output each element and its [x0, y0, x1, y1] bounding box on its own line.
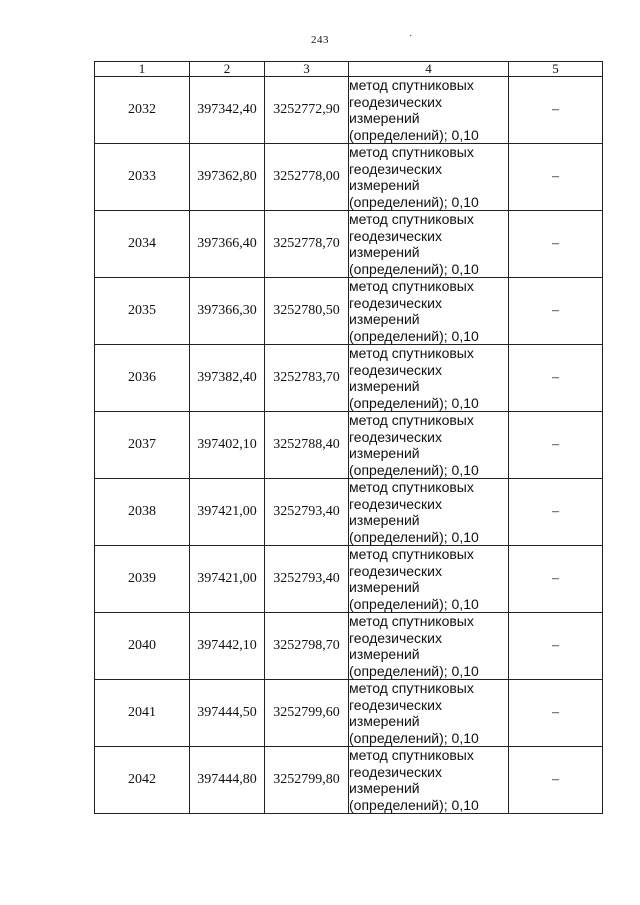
method-line: (определений); 0,10 [349, 729, 479, 746]
note-cell: – [509, 412, 603, 479]
y-coordinate-cell: 3252793,40 [265, 546, 349, 613]
method-line: геодезических [349, 93, 442, 110]
point-number-cell: 2037 [95, 412, 190, 479]
table-row [95, 144, 603, 211]
page-number: 243 [311, 34, 329, 46]
method-line: метод спутниковых [349, 278, 474, 294]
method-line: (определений); 0,10 [349, 327, 479, 344]
table-row [95, 546, 603, 613]
method-line: измерений [349, 646, 420, 662]
method-line: метод спутниковых [349, 144, 474, 160]
header-col-2: 2 [190, 62, 265, 77]
note-cell: – [509, 747, 603, 814]
y-coordinate-cell: 3252799,80 [265, 747, 349, 814]
method-cell [349, 278, 509, 345]
method-line: метод спутниковых [349, 479, 474, 495]
method-line: геодезических [349, 629, 442, 646]
method-line: (определений); 0,10 [349, 394, 479, 411]
x-coordinate-cell: 397442,10 [190, 613, 265, 680]
method-cell [349, 77, 509, 144]
header-col-5: 5 [509, 62, 603, 77]
method-line: (определений); 0,10 [349, 193, 479, 210]
method-line: геодезических [349, 227, 442, 244]
y-coordinate-cell: 3252788,40 [265, 412, 349, 479]
method-line: метод спутниковых [349, 345, 474, 361]
point-number-cell: 2033 [95, 144, 190, 211]
page-dot-mark: · [409, 31, 413, 42]
method-line: геодезических [349, 763, 442, 780]
method-line: метод спутниковых [349, 680, 474, 696]
note-cell: – [509, 546, 603, 613]
point-number-cell: 2038 [95, 479, 190, 546]
table-row [95, 77, 603, 144]
x-coordinate-cell: 397444,50 [190, 680, 265, 747]
method-line: (определений); 0,10 [349, 595, 479, 612]
method-line: (определений); 0,10 [349, 796, 479, 813]
method-line: геодезических [349, 495, 442, 512]
table-row [95, 278, 603, 345]
method-line: геодезических [349, 160, 442, 177]
method-line: метод спутниковых [349, 546, 474, 562]
method-cell [349, 345, 509, 412]
method-cell [349, 613, 509, 680]
y-coordinate-cell: 3252780,50 [265, 278, 349, 345]
method-cell [349, 680, 509, 747]
y-coordinate-cell: 3252793,40 [265, 479, 349, 546]
method-cell [349, 412, 509, 479]
table-row [95, 680, 603, 747]
method-line: измерений [349, 244, 420, 260]
method-line: геодезических [349, 428, 442, 445]
point-number-cell: 2036 [95, 345, 190, 412]
header-col-4: 4 [349, 62, 509, 77]
table-body [95, 77, 603, 814]
point-number-cell: 2034 [95, 211, 190, 278]
note-cell: – [509, 77, 603, 144]
x-coordinate-cell: 397382,40 [190, 345, 265, 412]
method-line: измерений [349, 780, 420, 796]
method-line: (определений); 0,10 [349, 461, 479, 478]
method-line: метод спутниковых [349, 747, 474, 763]
method-cell [349, 144, 509, 211]
method-line: измерений [349, 445, 420, 461]
note-cell: – [509, 479, 603, 546]
table-row [95, 412, 603, 479]
table-row [95, 211, 603, 278]
method-line: (определений); 0,10 [349, 528, 479, 545]
y-coordinate-cell: 3252772,90 [265, 77, 349, 144]
header-col-1: 1 [95, 62, 190, 77]
method-cell [349, 747, 509, 814]
point-number-cell: 2035 [95, 278, 190, 345]
method-line: измерений [349, 512, 420, 528]
point-number-cell: 2032 [95, 77, 190, 144]
x-coordinate-cell: 397402,10 [190, 412, 265, 479]
method-line: геодезических [349, 562, 442, 579]
note-cell: – [509, 345, 603, 412]
table-row [95, 479, 603, 546]
method-line: метод спутниковых [349, 77, 474, 93]
method-line: измерений [349, 713, 420, 729]
method-line: измерений [349, 110, 420, 126]
method-line: (определений); 0,10 [349, 126, 479, 143]
point-number-cell: 2041 [95, 680, 190, 747]
note-cell: – [509, 680, 603, 747]
method-line: (определений); 0,10 [349, 260, 479, 277]
y-coordinate-cell: 3252778,00 [265, 144, 349, 211]
x-coordinate-cell: 397342,40 [190, 77, 265, 144]
table-row [95, 747, 603, 814]
header-col-3: 3 [265, 62, 349, 77]
x-coordinate-cell: 397421,00 [190, 546, 265, 613]
method-line: (определений); 0,10 [349, 662, 479, 679]
method-line: измерений [349, 579, 420, 595]
point-number-cell: 2042 [95, 747, 190, 814]
x-coordinate-cell: 397444,80 [190, 747, 265, 814]
note-cell: – [509, 613, 603, 680]
x-coordinate-cell: 397366,30 [190, 278, 265, 345]
note-cell: – [509, 211, 603, 278]
y-coordinate-cell: 3252798,70 [265, 613, 349, 680]
method-line: измерений [349, 378, 420, 394]
method-line: метод спутниковых [349, 211, 474, 227]
x-coordinate-cell: 397366,40 [190, 211, 265, 278]
y-coordinate-cell: 3252778,70 [265, 211, 349, 278]
method-line: геодезических [349, 294, 442, 311]
method-line: метод спутниковых [349, 412, 474, 428]
method-line: геодезических [349, 696, 442, 713]
header-row [95, 62, 603, 77]
point-number-cell: 2039 [95, 546, 190, 613]
point-number-cell: 2040 [95, 613, 190, 680]
note-cell: – [509, 144, 603, 211]
table-row [95, 345, 603, 412]
method-cell [349, 479, 509, 546]
table-row [95, 613, 603, 680]
method-line: измерений [349, 311, 420, 327]
y-coordinate-cell: 3252799,60 [265, 680, 349, 747]
table-header [95, 62, 603, 77]
method-line: измерений [349, 177, 420, 193]
coordinates-table [94, 61, 603, 814]
y-coordinate-cell: 3252783,70 [265, 345, 349, 412]
x-coordinate-cell: 397421,00 [190, 479, 265, 546]
method-cell [349, 211, 509, 278]
method-line: метод спутниковых [349, 613, 474, 629]
method-cell [349, 546, 509, 613]
method-line: геодезических [349, 361, 442, 378]
x-coordinate-cell: 397362,80 [190, 144, 265, 211]
note-cell: – [509, 278, 603, 345]
